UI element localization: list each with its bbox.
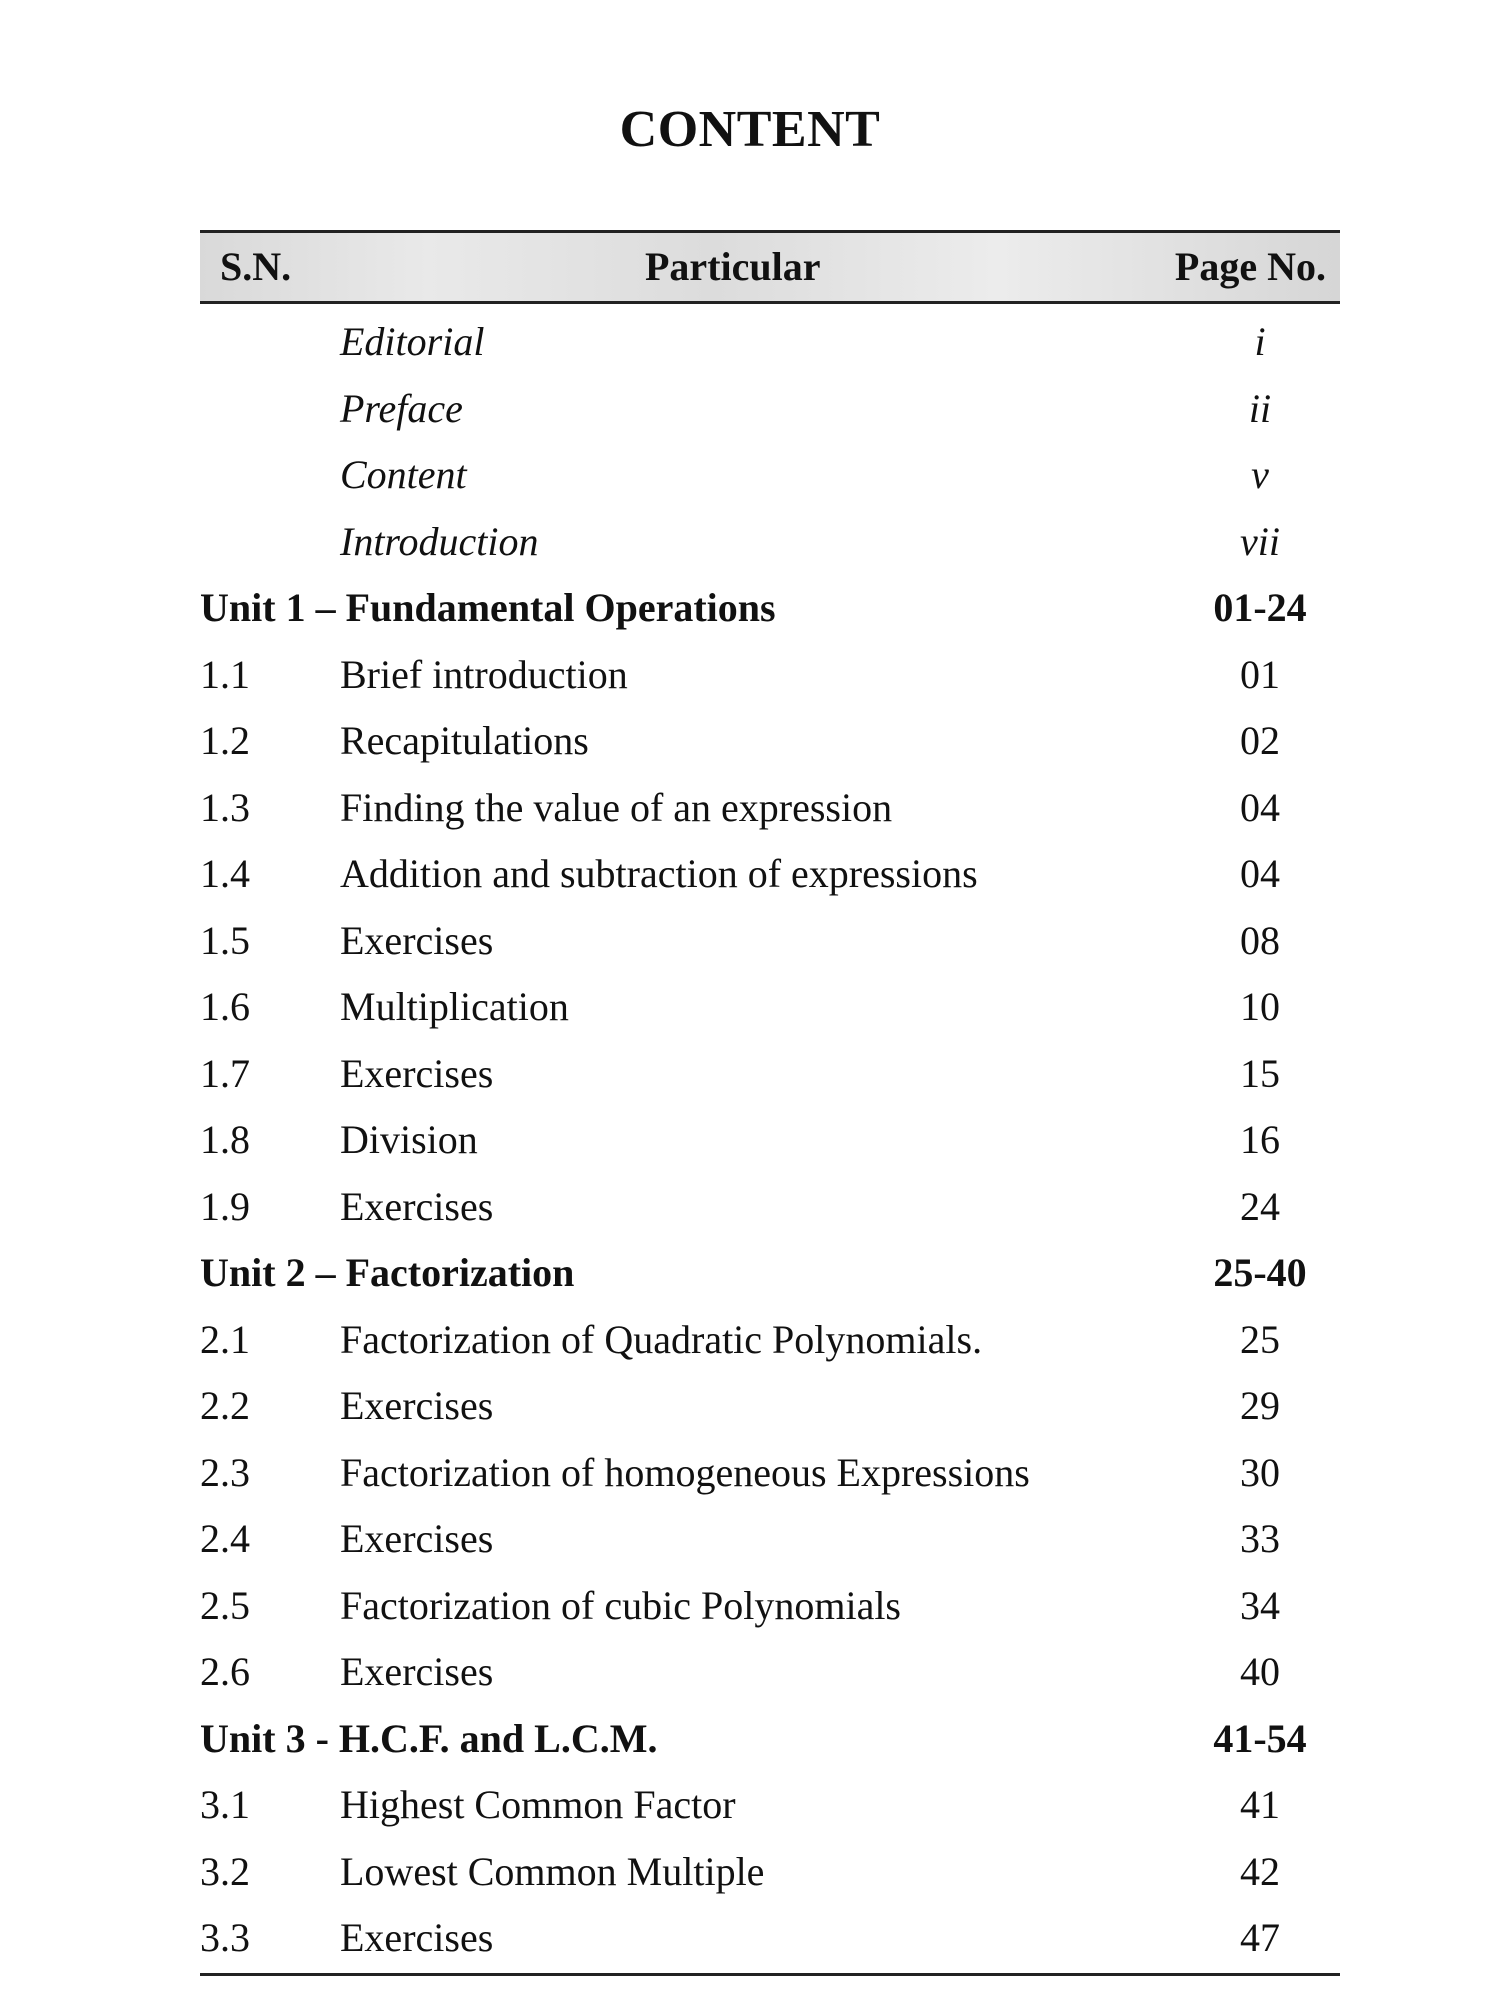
entry-title: Exercises — [340, 1183, 494, 1229]
table-of-contents — [200, 230, 1340, 1976]
table-row[interactable]: Editorial i — [340, 319, 1266, 364]
unit-title: Unit 3 - H.C.F. and L.C.M. — [200, 1715, 658, 1761]
entry-sn: 2.4 — [200, 1516, 250, 1561]
table-row[interactable]: 2.5 Factorization of cubic Polynomials 34 — [200, 1582, 1280, 1628]
entry-title: Recapitulations — [340, 718, 589, 763]
table-row[interactable]: 1.4 Addition and subtraction of expressions 04 — [200, 851, 1280, 896]
header-particular: Particular — [645, 244, 821, 289]
entry-title: Exercises — [340, 1516, 494, 1561]
entry-title: Exercises — [340, 917, 494, 963]
entry-sn: 1.7 — [200, 1050, 250, 1096]
entry-title: Editorial — [340, 319, 485, 364]
entry-sn: 2.1 — [200, 1316, 250, 1362]
table-row[interactable]: 3.1 Highest Common Factor 41 — [200, 1782, 1280, 1827]
table-row[interactable]: 2.1 Factorization of Quadratic Polynomials. 25 — [200, 1316, 1280, 1362]
entry-title: Introduction — [340, 518, 539, 564]
entry-title: Factorization of cubic Polynomials — [340, 1582, 901, 1628]
table-row[interactable]: 1.9 Exercises 24 — [200, 1183, 1280, 1229]
entry-title: Finding the value of an expression — [340, 784, 893, 830]
entry-title: Exercises — [340, 1383, 494, 1428]
unit-heading-row[interactable]: Unit 2 – Factorization 25-40 — [200, 1250, 1307, 1295]
entry-sn: 1.8 — [200, 1117, 250, 1162]
table-row[interactable]: 2.3 Factorization of homogeneous Expressions 30 — [200, 1449, 1280, 1495]
entry-title: Factorization of homogeneous Expressions — [340, 1449, 1030, 1495]
entry-sn: 3.2 — [200, 1848, 250, 1894]
entry-title: Exercises — [340, 1649, 494, 1694]
table-row[interactable]: 1.3 Finding the value of an expression 04 — [200, 784, 1280, 830]
entry-sn: 1.2 — [200, 718, 250, 763]
entry-sn: 1.1 — [200, 651, 250, 697]
table-row[interactable]: Preface ii — [340, 385, 1272, 431]
entry-title: Exercises — [340, 1050, 494, 1096]
table-row[interactable]: 2.4 Exercises 33 — [200, 1516, 1280, 1561]
table-header — [200, 230, 1340, 304]
entry-title: Content — [340, 452, 467, 497]
entry-sn: 1.3 — [200, 784, 250, 830]
entry-title: Brief introduction — [340, 651, 628, 697]
table-row[interactable]: 1.7 Exercises 15 — [200, 1050, 1280, 1096]
entry-sn: 3.1 — [200, 1782, 250, 1827]
table-row[interactable]: Content v — [340, 452, 1269, 497]
entry-title: Highest Common Factor — [340, 1782, 736, 1827]
table-row[interactable]: 1.1 Brief introduction 01 — [200, 651, 1280, 697]
unit-heading-row[interactable]: Unit 1 – Fundamental Operations 01-24 — [200, 585, 1307, 630]
table-body — [200, 306, 1340, 1969]
entry-title: Exercises — [340, 1915, 494, 1960]
entry-title: Factorization of Quadratic Polynomials. — [340, 1316, 983, 1362]
table-row[interactable]: 1.6 Multiplication 10 — [200, 984, 1280, 1029]
entry-title: Division — [340, 1117, 478, 1162]
table-row[interactable]: Introduction vii — [340, 518, 1280, 564]
entry-title: Addition and subtraction of expressions — [340, 851, 978, 896]
page-title: CONTENT — [619, 101, 881, 158]
unit-heading-row[interactable]: Unit 3 - H.C.F. and L.C.M. 41-54 — [200, 1715, 1307, 1761]
table-row[interactable]: 3.2 Lowest Common Multiple 42 — [200, 1848, 1280, 1894]
table-row[interactable]: 1.8 Division 16 — [200, 1117, 1280, 1162]
unit-title: Unit 2 – Factorization — [200, 1250, 575, 1295]
entry-sn: 1.9 — [200, 1183, 250, 1229]
header-sn: S.N. — [220, 244, 292, 289]
table-row[interactable]: 3.3 Exercises 47 — [200, 1915, 1280, 1960]
unit-title: Unit 1 – Fundamental Operations — [200, 585, 776, 630]
entry-sn: 1.5 — [200, 917, 250, 963]
table-row[interactable]: 1.2 Recapitulations 02 — [200, 718, 1280, 763]
table-row[interactable]: 2.6 Exercises 40 — [200, 1649, 1280, 1694]
entry-sn: 3.3 — [200, 1915, 250, 1960]
entry-sn: 2.3 — [200, 1449, 250, 1495]
entry-sn: 1.6 — [200, 984, 250, 1029]
table-bottom-rule — [200, 1973, 1340, 1976]
table-row[interactable]: 1.5 Exercises 08 — [200, 917, 1280, 963]
header-page-no: Page No. — [1174, 244, 1326, 289]
entry-title: Lowest Common Multiple — [340, 1848, 765, 1894]
entry-sn: 2.6 — [200, 1649, 250, 1694]
entry-title: Preface — [340, 385, 463, 431]
entry-title: Multiplication — [340, 984, 569, 1029]
entry-sn: 2.2 — [200, 1383, 250, 1428]
entry-sn: 2.5 — [200, 1582, 250, 1628]
table-row[interactable]: 2.2 Exercises 29 — [200, 1383, 1280, 1428]
entry-sn: 1.4 — [200, 851, 250, 896]
